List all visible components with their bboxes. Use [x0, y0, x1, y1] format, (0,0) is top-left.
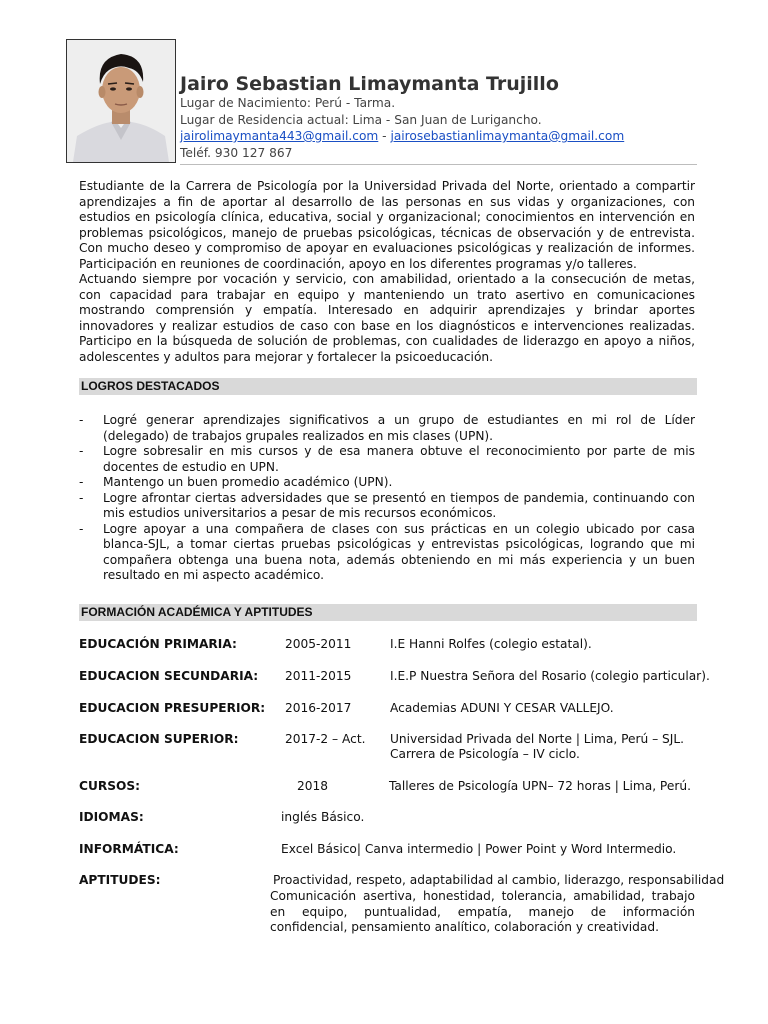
bullet-dash: -: [79, 521, 84, 536]
list-item-text: Mantengo un buen promedio académico (UPN).: [103, 475, 393, 489]
bullet-dash: -: [79, 475, 84, 489]
years-presuperior: 2016-2017: [285, 701, 352, 715]
list-item-text: Logre sobresalir en mis cursos y de esa manera obtuve el reconocimiento por parte de mis docentes de estudio en UPN.: [103, 444, 695, 474]
birthplace: Lugar de Nacimiento: Perú - Tarma.: [180, 96, 396, 110]
list-item: [79, 475, 695, 491]
aptitudes-line-1: Proactividad, respeto, adaptabilidad al cambio, liderazgo, responsabilidad: [273, 873, 725, 887]
list-item: [79, 522, 695, 584]
label-superior: EDUCACION SUPERIOR:: [79, 732, 239, 746]
achievements-list: [79, 413, 695, 584]
phone: Teléf. 930 127 867: [180, 146, 293, 160]
summary-paragraph-1: Estudiante de la Carrera de Psicología por la Universidad Privada del Norte, orientado a compartir aprendizajes a fin de aportar al desarrollo de las personas en sus vidas y organizaciones, con estudios en psicología clínica, educativa, social y organizacional; conocimientos en intervención en problemas psicológicos, manejo de pruebas psicológicas, técnicas de observación y de entrevista. Con mucho deseo y compromiso de apoyar en evaluaciones psicológicas y realización de informes. Participación en reuniones de coordinación, apoyo en los diferentes programas y/o talleres.: [79, 179, 695, 271]
years-superior: 2017-2 – Act.: [285, 732, 366, 746]
section-header-achievements: LOGROS DESTACADOS: [79, 378, 697, 395]
bullet-dash: -: [79, 413, 84, 427]
list-item-text: Logre afrontar ciertas adversidades que se presentó en tiempos de pandemia, continuando con mis estudios universitarios a pesar de mis recursos económicos.: [103, 490, 695, 520]
school-primaria: I.E Hanni Rolfes (colegio estatal).: [390, 637, 592, 651]
bullet-dash: -: [79, 444, 84, 458]
years-cursos: 2018: [297, 779, 329, 793]
computing-value: Excel Básico| Canva intermedio | Power Point y Word Intermedio.: [281, 842, 677, 856]
career-superior: Carrera de Psicología – IV ciclo.: [390, 747, 580, 761]
years-primaria: 2005-2011: [285, 637, 352, 651]
label-informatica: INFORMÁTICA:: [79, 842, 179, 856]
label-presuperior: EDUCACION PRESUPERIOR:: [79, 701, 266, 715]
header-divider: [180, 164, 697, 165]
summary-paragraph-2: Actuando siempre por vocación y servicio, con amabilidad, orientado a la consecución de metas, con capacidad para trabajar en equipo y manteniendo un trato asertivo en comunicaciones mostrando comprensión y empatía. Interesado en adquirir aprendizajes y brindar aportes innovadores y realizar estudios de caso con base en los diagnósticos e intervenciones realizadas. Participo en la búsqueda de solución de problemas, con cualidades de liderazgo en apoyo a niños, adolescentes y adultos para mejorar y fortalecer la psicoeducación.: [79, 272, 695, 364]
residence: Lugar de Residencia actual: Lima - San Juan de Lurigancho.: [180, 113, 542, 127]
label-idiomas: IDIOMAS:: [79, 810, 144, 824]
courses-detail: Talleres de Psicología UPN– 72 horas | Lima, Perú.: [389, 779, 691, 793]
list-item: [79, 413, 695, 444]
full-name: Jairo Sebastian Limaymanta Trujillo: [180, 73, 559, 95]
email-separator: -: [378, 129, 391, 143]
profile-photo: [66, 39, 176, 163]
email-line: [180, 129, 624, 143]
label-aptitudes: APTITUDES:: [79, 873, 161, 887]
list-item-text: Logre apoyar a una compañera de clases con sus prácticas en un colegio ubicado por casa blanca-SJL, a tomar ciertas pruebas psicológicas y entrevistas psicológicas, logrando que mi compañera obtenga una buena nota, además obteniendo en mi más experiencia y un buen resultado en mi aspecto académico.: [103, 521, 695, 582]
list-item: [79, 491, 695, 522]
school-superior: Universidad Privada del Norte | Lima, Perú – SJL.: [390, 732, 685, 746]
languages-value: inglés Básico.: [281, 810, 365, 824]
school-presuperior: Academias ADUNI Y CESAR VALLEJO.: [390, 701, 614, 715]
label-cursos: CURSOS:: [79, 779, 141, 793]
label-primaria: EDUCACIÓN PRIMARIA:: [79, 637, 237, 651]
email-link-1[interactable]: jairolimaymanta443@gmail.com: [180, 129, 379, 143]
list-item-text: Logré generar aprendizajes significativos a un grupo de estudiantes en mi rol de Líder (delegado) de trabajos grupales realizados en mis clases (UPN).: [103, 413, 695, 443]
bullet-dash: -: [79, 490, 84, 505]
school-secundaria: I.E.P Nuestra Señora del Rosario (colegio particular).: [390, 669, 710, 683]
portrait-image: [67, 40, 175, 162]
label-secundaria: EDUCACION SECUNDARIA:: [79, 669, 259, 683]
years-secundaria: 2011-2015: [285, 669, 352, 683]
aptitudes-rest: Comunicación asertiva, honestidad, tolerancia, amabilidad, trabajo en equipo, puntualidad, empatía, manejo de información confidencial, pensamiento analítico, colaboración y creatividad.: [270, 889, 695, 934]
section-header-education: FORMACIÓN ACADÉMICA Y APTITUDES: [79, 604, 697, 621]
email-link-2[interactable]: jairosebastianlimaymanta@gmail.com: [390, 129, 625, 143]
list-item: [79, 444, 695, 475]
